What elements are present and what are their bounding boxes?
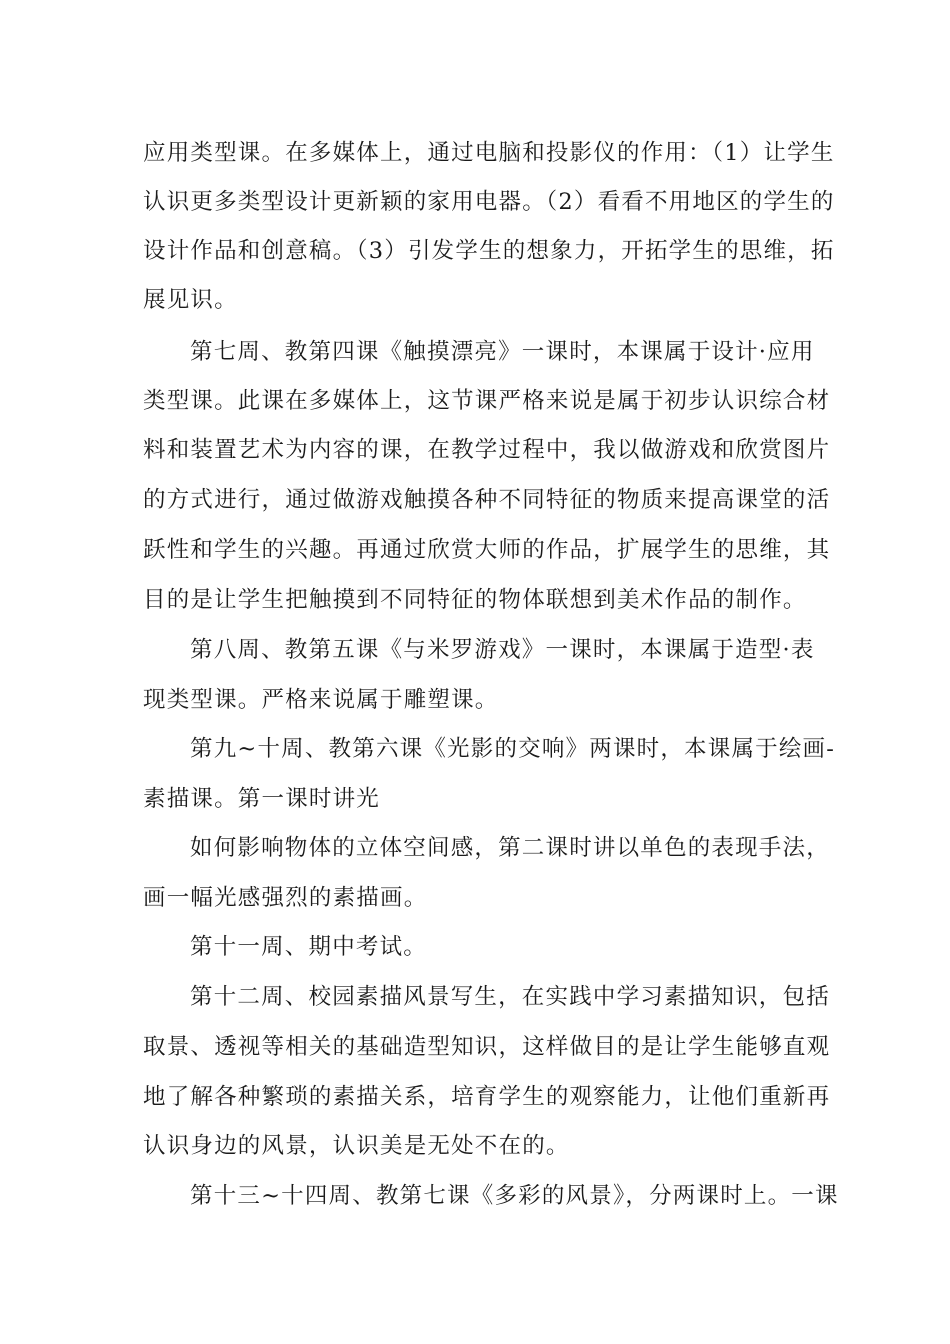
text-line: 应用类型课。在多媒体上，通过电脑和投影仪的作用：（1）让学生 [143,140,835,166]
text-line: 地了解各种繁琐的素描关系，培育学生的观察能力，让他们重新再 [143,1084,831,1110]
text-line: 展见识。 [143,287,238,313]
text-line: 类型课。此课在多媒体上，这节课严格来说是属于初步认识综合材 [143,388,831,414]
text-line: 取景、透视等相关的基础造型知识，这样做目的是让学生能够直观 [143,1034,831,1060]
text-line: 跃性和学生的兴趣。再通过欣赏大师的作品，扩展学生的思维，其 [143,537,831,563]
text-line: 现类型课。严格来说属于雕塑课。 [143,687,499,713]
text-line: 第九~十周、教第六课《光影的交响》两课时，本课属于绘画- [190,736,836,762]
text-line: 素描课。第一课时讲光 [143,786,381,812]
text-line: 目的是让学生把触摸到不同特征的物体联想到美术作品的制作。 [143,587,807,613]
text-line: 如何影响物体的立体空间感，第二课时讲以单色的表现手法， [190,835,830,861]
text-line: 认识更多类型设计更新颖的家用电器。（2）看看不用地区的学生的 [143,189,835,215]
text-line: 第八周、教第五课《与米罗游戏》一课时，本课属于造型·表 [190,637,815,663]
text-line: 第十三~十四周、教第七课《多彩的风景》，分两课时上。一课 [190,1183,839,1209]
text-line: 的方式进行，通过做游戏触摸各种不同特征的物质来提高课堂的活 [143,487,831,513]
text-line: 设计作品和创意稿。（3）引发学生的想象力，开拓学生的思维，拓 [143,238,835,264]
text-line: 认识身边的风景，认识美是无处不在的。 [143,1133,570,1159]
text-line: 画一幅光感强烈的素描画。 [143,885,428,911]
text-line: 料和装置艺术为内容的课，在教学过程中，我以做游戏和欣赏图片 [143,437,831,463]
text-line: 第十一周、期中考试。 [190,934,428,960]
text-line: 第七周、教第四课《触摸漂亮》一课时，本课属于设计·应用 [190,339,815,365]
text-line: 第十二周、校园素描风景写生，在实践中学习素描知识，包括 [190,984,830,1010]
